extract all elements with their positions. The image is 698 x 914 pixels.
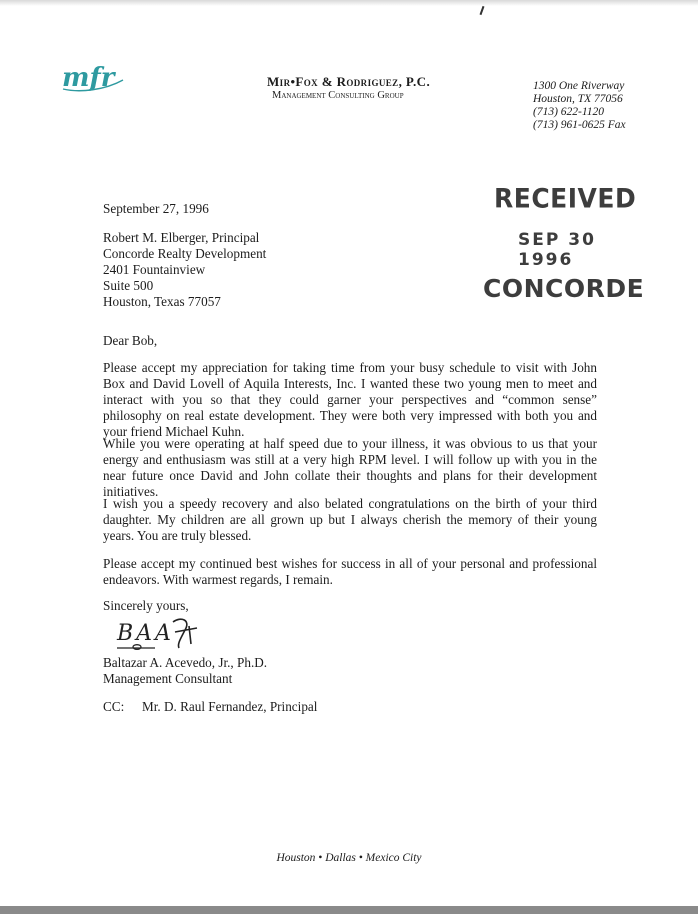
recipient-suite: Suite 500	[103, 278, 154, 293]
signer-title: Management Consultant	[103, 671, 233, 686]
scan-mark	[480, 6, 485, 15]
letter-date: September 27, 1996	[103, 201, 209, 216]
cc-recipient: Mr. D. Raul Fernandez, Principal	[142, 699, 318, 714]
scan-edge-top	[0, 0, 698, 6]
recipient-city: Houston, Texas 77057	[103, 294, 221, 309]
received-stamp	[478, 178, 648, 318]
signer-name: Baltazar A. Acevedo, Jr., Ph.D.	[103, 655, 268, 670]
body-paragraph: Please accept my appreciation for taking time from your busy schedule to visit with John Box and David Lovell of Aquila Interests, Inc. I wanted these two young men to meet and interact with you so that they could garner your perspectives and “common sense” philosophy on real estate development. They were both very impressed with both you and your friend Michael Kuhn.	[103, 360, 597, 439]
firm-address	[533, 80, 683, 132]
firm-name: Mir•Fox & Rodriguez, P.C.	[267, 74, 431, 89]
salutation: Dear Bob,	[103, 333, 158, 348]
fax-line: (713) 961-0625 Fax	[533, 119, 626, 131]
logo-text: mfr	[62, 63, 115, 93]
address-line: Houston, TX 77056	[533, 93, 623, 105]
recipient-company: Concorde Realty Development	[103, 246, 267, 261]
stamp-date: SEP 30 1996	[518, 230, 596, 270]
stamp-company: CONCORDE	[483, 274, 645, 303]
body-paragraph: I wish you a speedy recovery and also belated congratulations on the birth of your third daughter. My children are all grown up but I always cherish the memory of their young years. You are truly blessed.	[103, 496, 597, 543]
footer-locations: Houston • Dallas • Mexico City	[276, 852, 422, 864]
body-paragraph: Please accept my continued best wishes for success in all of your personal and professional endeavors. With warmest regards, I remain.	[103, 556, 597, 587]
recipient-street: 2401 Fountainview	[103, 262, 206, 277]
firm-subtitle: Management Consulting Group	[272, 90, 404, 101]
signature-initials: BAA	[117, 621, 174, 646]
mfr-logo	[60, 60, 126, 94]
closing: Sincerely yours,	[103, 598, 189, 613]
handwritten-signature	[115, 614, 215, 654]
scan-edge-bottom	[0, 906, 698, 914]
cc-label: CC:	[103, 699, 125, 714]
recipient-name: Robert M. Elberger, Principal	[103, 230, 260, 245]
body-paragraph: While you were operating at half speed due to your illness, it was obvious to us that your energy and enthusiasm was still at a very high RPM level. I will follow up with you in the near future once David and John collate their thoughts and plans for their development initiatives.	[103, 436, 597, 499]
stamp-received-text: RECEIVED	[494, 182, 637, 215]
phone-line: (713) 622-1120	[533, 106, 605, 118]
address-line: 1300 One Riverway	[533, 80, 625, 92]
